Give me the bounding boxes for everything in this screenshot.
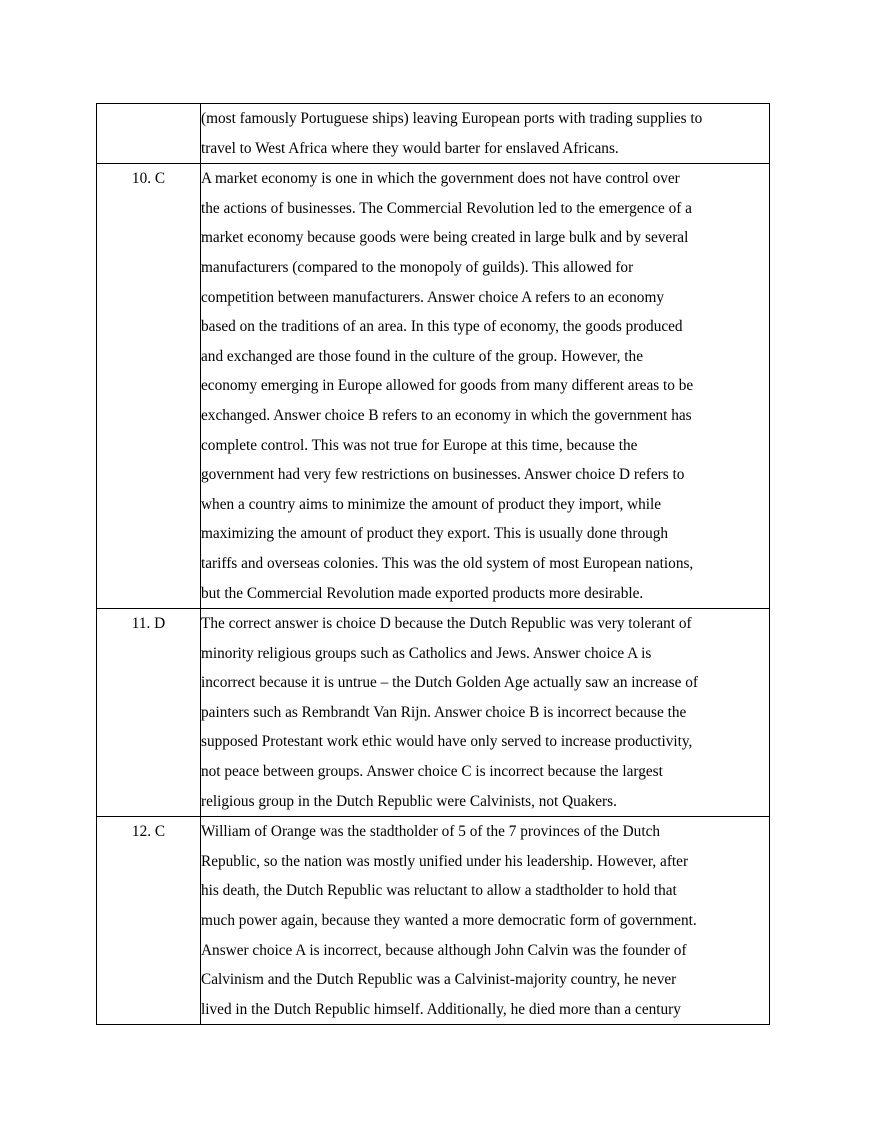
explanation-cell [201, 609, 770, 817]
explanation-cell [201, 164, 770, 609]
text-line: his death, the Dutch Republic was reluctant to allow a stadtholder to hold that [201, 882, 677, 900]
text-line: tariffs and overseas colonies. This was the old system of most European nations, [201, 554, 694, 572]
table-row [97, 104, 770, 164]
text-line: A market economy is one in which the government does not have control over [201, 170, 680, 188]
text-line: Calvinism and the Dutch Republic was a Calvinist-majority country, he never [201, 971, 677, 989]
text-line: Republic, so the nation was mostly unified under his leadership. However, after [201, 852, 689, 870]
explanation-cell [201, 817, 770, 1025]
text-line: competition between manufacturers. Answer choice A refers to an economy [201, 288, 664, 306]
answer-explanation-table [96, 103, 770, 1025]
text-line: religious group in the Dutch Republic were Calvinists, not Quakers. [201, 792, 617, 810]
text-line: supposed Protestant work ethic would have only served to increase productivity, [201, 733, 693, 751]
text-line: market economy because goods were being created in large bulk and by several [201, 229, 689, 247]
question-label-cell [97, 817, 201, 1025]
text-line: painters such as Rembrandt Van Rijn. Answer choice B is incorrect because the [201, 703, 687, 721]
question-label-cell [97, 609, 201, 817]
text-line: William of Orange was the stadtholder of 5 of the 7 provinces of the Dutch [201, 823, 661, 841]
question-label: 11. D [131, 615, 166, 633]
text-line: exchanged. Answer choice B refers to an economy in which the government has [201, 406, 692, 424]
table-row [97, 164, 770, 609]
explanation-cell [201, 104, 770, 164]
text-line: maximizing the amount of product they export. This is usually done through [201, 525, 669, 543]
explanation-text [201, 817, 769, 1024]
text-line: complete control. This was not true for Europe at this time, because the [201, 436, 638, 454]
text-line: economy emerging in Europe allowed for goods from many different areas to be [201, 377, 694, 395]
text-line: The correct answer is choice D because the Dutch Republic was very tolerant of [201, 615, 692, 633]
text-line: Answer choice A is incorrect, because although John Calvin was the founder of [201, 941, 687, 959]
text-line: much power again, because they wanted a more democratic form of government. [201, 912, 697, 930]
text-line: incorrect because it is untrue – the Dutch Golden Age actually saw an increase of [201, 674, 698, 692]
text-line: when a country aims to minimize the amount of product they import, while [201, 495, 662, 513]
text-line: minority religious groups such as Catholics and Jews. Answer choice A is [201, 644, 652, 662]
text-line: government had very few restrictions on businesses. Answer choice D refers to [201, 466, 685, 484]
explanation-text [201, 104, 769, 163]
text-line: based on the traditions of an area. In this type of economy, the goods produced [201, 318, 683, 336]
table-body [97, 104, 770, 1025]
table-row [97, 817, 770, 1025]
question-label: 12. C [131, 823, 166, 841]
text-line: manufacturers (compared to the monopoly of guilds). This allowed for [201, 258, 634, 276]
question-label: 10. C [131, 170, 166, 188]
text-line: the actions of businesses. The Commercial Revolution led to the emergence of a [201, 199, 692, 217]
question-label-cell [97, 104, 201, 164]
explanation-text [201, 609, 769, 816]
text-line: lived in the Dutch Republic himself. Additionally, he died more than a century [201, 1000, 681, 1018]
text-line: but the Commercial Revolution made exported products more desirable. [201, 584, 644, 602]
question-label-cell [97, 164, 201, 609]
text-line: travel to West Africa where they would barter for enslaved Africans. [201, 139, 619, 157]
text-line: not peace between groups. Answer choice C is incorrect because the largest [201, 763, 663, 781]
text-line: and exchanged are those found in the culture of the group. However, the [201, 347, 643, 365]
table-row [97, 609, 770, 817]
explanation-text [201, 164, 769, 608]
text-line: (most famously Portuguese ships) leaving European ports with trading supplies to [201, 110, 703, 127]
